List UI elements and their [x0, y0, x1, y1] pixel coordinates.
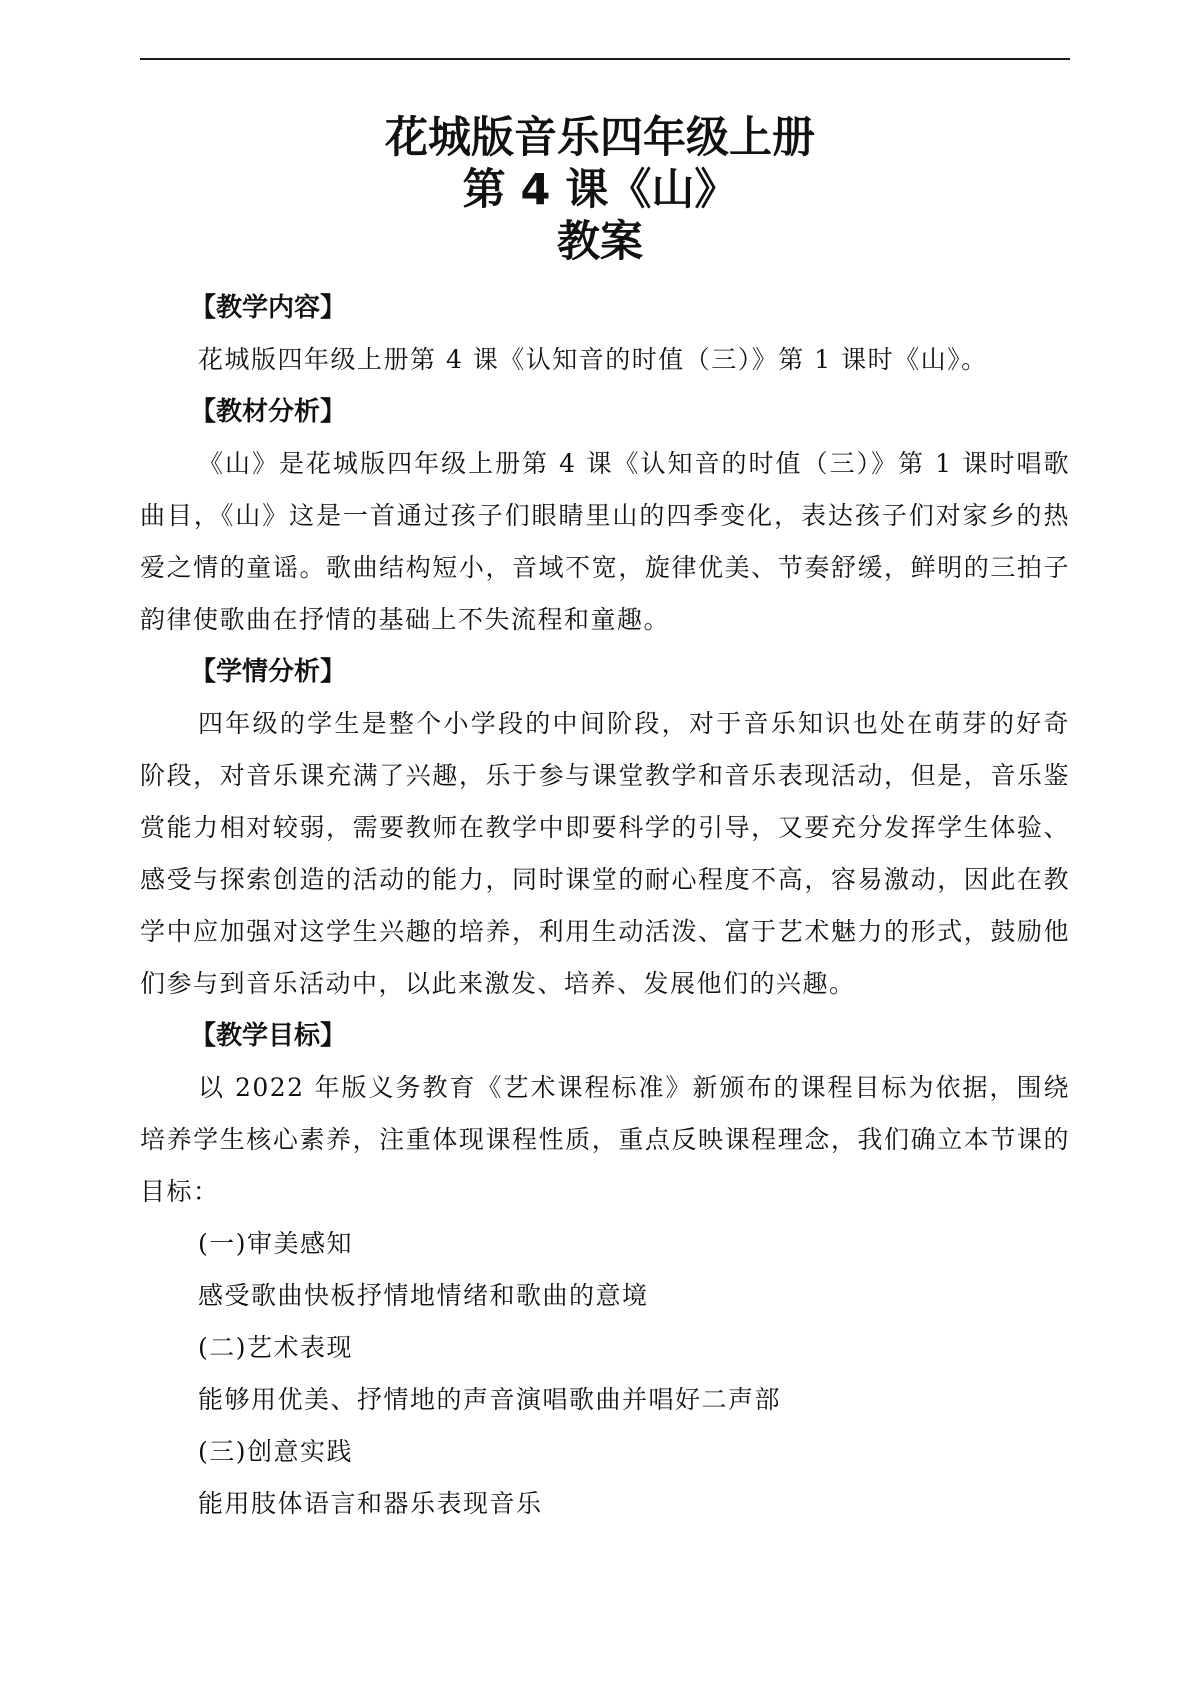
teaching-goals-text: 以 2022 年版义务教育《艺术课程标准》新颁布的课程目标为依据，围绕培养学生核心素养，注重体现课程性质，重点反映课程理念，我们确立本节课的目标： [140, 1073, 1070, 1206]
goal-item-label: (二)艺术表现 [198, 1333, 354, 1362]
goal-item-label: (三)创意实践 [198, 1437, 354, 1466]
section-heading-teaching-content: 【教学内容】 [190, 293, 347, 323]
student-analysis-text: 四年级的学生是整个小学段的中间阶段，对于音乐知识也处在萌芽的好奇阶段，对音乐课充满了兴趣，乐于参与课堂教学和音乐表现活动，但是，音乐鉴赏能力相对较弱，需要教师在教学中即要科学的引导，又要充分发挥学生体验、感受与探索创造的活动的能力，同时课堂的耐心程度不高，容易激动，因此在教学中应加强对这学生兴趣的培养，利用生动活泼、富于艺术魅力的形式，鼓励他们参与到音乐活动中，以此来激发、培养、发展他们的兴趣。 [140, 709, 1070, 998]
section-heading-student-analysis: 【学情分析】 [190, 657, 347, 687]
section-heading-teaching-goals: 【教学目标】 [190, 1021, 347, 1051]
goal-item-label: (一)审美感知 [198, 1229, 354, 1258]
material-analysis-text: 《山》是花城版四年级上册第 4 课《认知音的时值（三）》第 1 课时唱歌曲目，《山》这是一首通过孩子们眼睛里山的四季变化，表达孩子们对家乡的热爱之情的童谣。歌曲结构短小，音域不宽，旋律优美、节奏舒缓，鲜明的三拍子韵律使歌曲在抒情的基础上不失流程和童趣。 [140, 449, 1070, 634]
title-line-3: 教案 [557, 217, 643, 267]
document-body [140, 282, 1070, 1530]
goal-item-desc: 能用肢体语言和器乐表现音乐 [198, 1489, 543, 1518]
title-line-1: 花城版音乐四年级上册 [385, 113, 815, 163]
goal-item-desc: 感受歌曲快板抒情地情绪和歌曲的意境 [198, 1281, 649, 1310]
section-heading-material-analysis: 【教材分析】 [190, 397, 347, 427]
goal-item-desc: 能够用优美、抒情地的声音演唱歌曲并唱好二声部 [198, 1385, 782, 1414]
header-rule [140, 58, 1070, 60]
teaching-content-text: 花城版四年级上册第 4 课《认知音的时值（三）》第 1 课时《山》。 [198, 345, 988, 374]
title-line-2: 第 4 课《山》 [462, 165, 738, 215]
document-title [0, 112, 1200, 268]
